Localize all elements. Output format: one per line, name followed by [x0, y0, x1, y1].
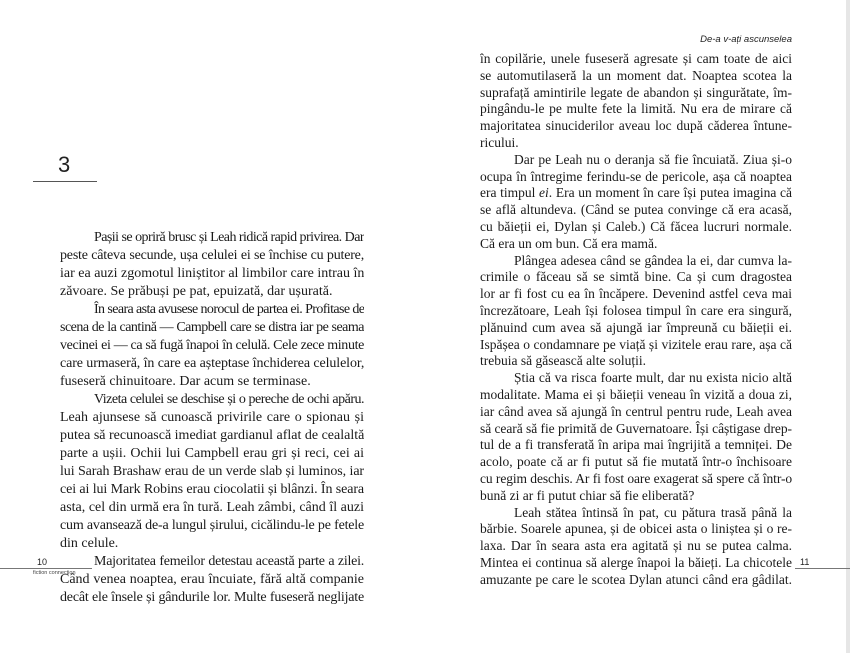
- text-line: crimile o făceau să se simtă bine. Ca și cum dragostea: [480, 269, 792, 285]
- text-line: tul de a fi transferată în aripa mai îngrijită a temniței. De: [480, 437, 792, 453]
- text-line: iar ea auzi zgomotul liniștitor al limbilor care intrau în: [60, 266, 364, 281]
- text-line: se automutilaseră la un moment dat. Noaptea scotea la: [480, 67, 792, 83]
- text-line: Când venea noaptea, erau încuiate, fără altă companie: [60, 572, 364, 587]
- text-line: cei ai lui Mark Robins erau ciocolatii și blânzi. În seara: [60, 482, 364, 497]
- text-line: [480, 185, 792, 202]
- text-line: scena de la cantină — Campbell care se distra iar pe seama: [60, 320, 364, 335]
- page-number-left: 10: [37, 557, 48, 567]
- text-segment: . Era un moment în care își putea imagina că: [548, 185, 792, 201]
- text-line: iar când avea să ajungă în centrul pentru rude, Leah avea: [480, 403, 792, 419]
- text-line: În seara asta avusese norocul de partea ei. Profitase de: [94, 302, 364, 317]
- text-line: Mintea ei continua să alerge înapoi la băieți. La chicotele: [480, 554, 792, 570]
- paragraph: [480, 152, 792, 253]
- text-line: amuzante pe care le scotea Dylan atunci când era gâdilat.: [480, 571, 792, 587]
- text-line: pingându-le pe multe fete la limită. Nu era de mirare că: [480, 101, 792, 117]
- text-line: parte a ușii. Ochii lui Campbell erau gri și reci, cei ai: [60, 446, 364, 461]
- paragraph: [480, 505, 792, 589]
- text-line: Leah ajunsese să cunoască privirile care o spionau și: [60, 410, 364, 425]
- text-line: Că era un om bun. Că era mamă.: [480, 235, 658, 251]
- text-line: putea să recunoască imediat gardianul aflat de cealaltă: [60, 428, 364, 443]
- page-number-right: 11: [800, 557, 810, 567]
- text-line: încrezătoare, Leah își folosea timpul în care era singură,: [480, 302, 792, 318]
- text-line: din celule.: [60, 536, 119, 551]
- text-line: să ceară să fie primită de Guvernatoare. Își câștigase drep-: [480, 420, 792, 436]
- text-line: în copilărie, unele fuseseră agresate și cam toate de aici: [480, 51, 792, 66]
- paragraph: [60, 553, 364, 607]
- left-page-text: [60, 229, 364, 607]
- text-segment: era timpul: [480, 185, 540, 201]
- text-line: Plângea adesea când se gândea la ei, dar cumva la-: [514, 252, 792, 268]
- text-line: bună zi ar fi putut chiar să fie eliberată?: [480, 487, 695, 503]
- text-line: Ispășea o condamnare pe viață și vizitele erau rare, așa că: [480, 336, 792, 352]
- text-line: Știa că va risca foarte mult, dar nu exista nicio altă: [514, 370, 792, 386]
- text-line: modalitate. Mama ei și băieții veneau în vizită a doua zi,: [480, 386, 792, 402]
- text-line: acolo, poate că ar fi putut să fie mutată într-o închisoare: [480, 454, 792, 470]
- paragraph: [60, 391, 364, 553]
- text-line: Majoritatea femeilor detestau această parte a zilei.: [94, 554, 364, 569]
- paragraph: [480, 370, 792, 504]
- text-line: Pașii se opriră brusc și Leah ridică rapid privirea. Dar: [94, 230, 364, 245]
- text-line: vecinei ei — ca să fugă înapoi în celulă. Cele zece minute: [60, 338, 364, 353]
- text-line: trebuia să găsească alte soluții.: [480, 353, 647, 369]
- text-line: laxa. Dar în seara asta era agitată și nu se putea calma.: [480, 538, 792, 554]
- right-page-text: [480, 51, 792, 589]
- paragraph: [480, 253, 792, 371]
- text-line: peste câteva secunde, ușa celulei ei se închise cu putere,: [60, 248, 364, 263]
- text-line: care urmaseră, în care ea așteptase închiderea celulelor,: [60, 356, 364, 371]
- text-line: cu regim deschis. Ar fi fost oare exagerat să spere că într-o: [480, 470, 792, 486]
- text-line: ricului.: [480, 134, 519, 150]
- text-line: ocupa în întregime ferindu-se de pericole, așa că noaptea: [480, 168, 792, 184]
- text-line: cum avansează de-a lungul șirului, cicălindu-le pe fetele: [60, 518, 364, 533]
- chapter-rule: [33, 181, 97, 182]
- paragraph: [480, 51, 792, 152]
- text-line: zăvoare. Se prăbuși pe pat, epuizată, dar ușurată.: [60, 284, 333, 299]
- emphasized-word: ei: [539, 185, 549, 201]
- text-line: suprafață amintirile legate de abandon și singurătate, îm-: [480, 84, 792, 100]
- text-line: cu băieții ei, Dylan și Caleb.) Că făcea lucruri normale.: [480, 218, 792, 234]
- text-line: bărbie. Soarele apunea, și de obicei asta o liniștea și o re-: [480, 521, 792, 537]
- running-head: De-a v-ați ascunselea: [700, 34, 792, 45]
- chapter-number: 3: [58, 152, 71, 177]
- text-line: se află altundeva. (Când se putea convinge că era acasă,: [480, 202, 792, 218]
- text-line: decât ele însele și gândurile lor. Multe fuseseră neglijate: [60, 590, 364, 605]
- text-line: plănuind cum avea să ajungă iar împreună cu băieții ei.: [480, 319, 792, 335]
- paragraph: [60, 229, 364, 301]
- page-edge: [846, 0, 850, 653]
- text-line: lui Sarah Brashaw erau de un verde slab și luminos, iar: [60, 464, 364, 479]
- text-line: asta, cel din urmă era în tură. Leah zâmbi, când îl auzi: [60, 500, 364, 515]
- footer-rule-right: [795, 568, 850, 569]
- text-line: majoritatea sinuciderilor aveau loc după căderea întune-: [480, 118, 792, 134]
- footer-rule-left: [0, 568, 92, 569]
- text-line: Vizeta celulei se deschise și o pereche de ochi apăru.: [94, 392, 364, 407]
- publisher-imprint: fiction connection: [33, 570, 76, 576]
- text-line: Leah stătea întinsă în pat, cu pătura trasă până la: [514, 504, 792, 520]
- paragraph: [60, 301, 364, 391]
- text-line: lor ar fi fost cu ea în încăpere. Devenind astfel ceva mai: [480, 286, 792, 302]
- text-line: Dar pe Leah nu o deranja să fie încuiată. Ziua și-o: [514, 151, 792, 167]
- text-line: fuseseră chinuitoare. Dar acum se terminase.: [60, 374, 311, 389]
